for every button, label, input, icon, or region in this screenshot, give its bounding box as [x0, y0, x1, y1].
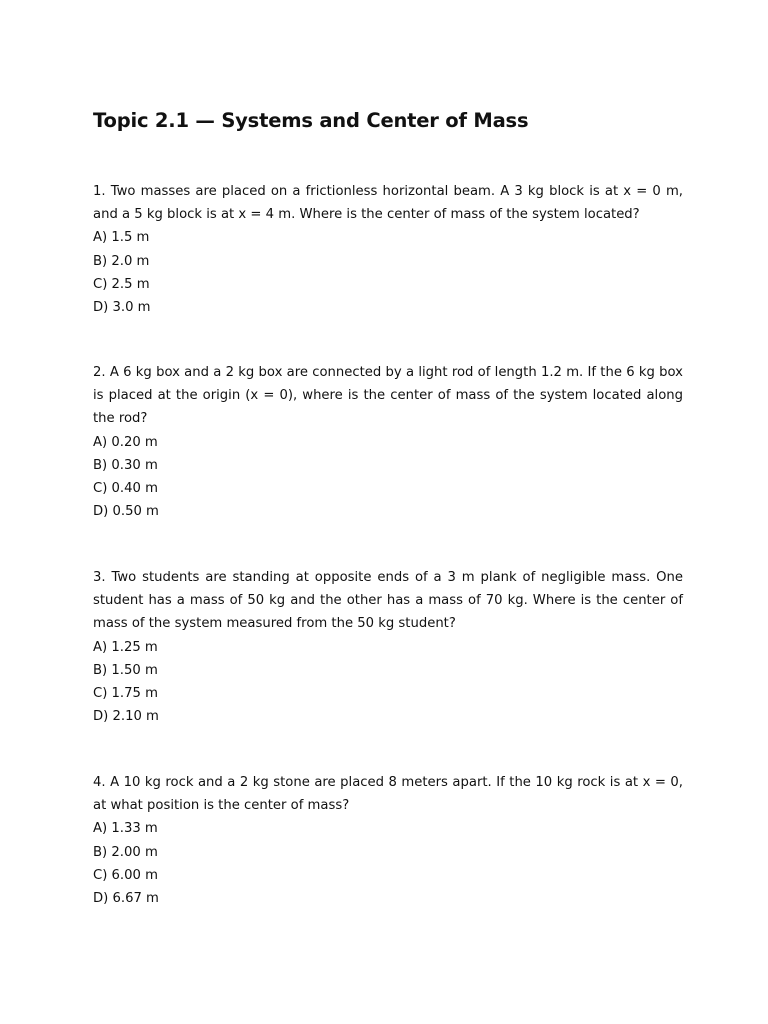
answer-option-c: C) 1.75 m: [93, 686, 158, 702]
page-title: Topic 2.1 — Systems and Center of Mass: [93, 109, 529, 132]
question-1: [93, 180, 683, 319]
answer-option-b: B) 2.00 m: [93, 844, 158, 860]
answer-option-b: B) 1.50 m: [93, 662, 158, 678]
question-text: 4. A 10 kg rock and a 2 kg stone are placed 8 meters apart. If the 10 kg rock is at x = 0, at what position is the center of mass?: [93, 775, 683, 814]
answer-option-a: A) 1.33 m: [93, 821, 158, 837]
answer-option-d: D) 6.67 m: [93, 891, 159, 907]
answer-option-c: C) 6.00 m: [93, 867, 158, 883]
question-3: [93, 566, 683, 728]
answer-option-d: D) 0.50 m: [93, 504, 159, 520]
question-4: [93, 771, 683, 910]
question-text: 3. Two students are standing at opposite ends of a 3 m plank of negligible mass. One student has a mass of 50 kg and the other has a mass of 70 kg. Where is the center of mass of the system measured from the 50 kg student?: [93, 570, 683, 632]
answer-option-a: A) 1.25 m: [93, 639, 158, 655]
answer-option-a: A) 1.5 m: [93, 230, 150, 246]
answer-option-d: D) 2.10 m: [93, 709, 159, 725]
question-text: 1. Two masses are placed on a frictionless horizontal beam. A 3 kg block is at x = 0 m, and a 5 kg block is at x = 4 m. Where is the center of mass of the system located?: [93, 184, 683, 223]
answer-option-b: B) 2.0 m: [93, 253, 150, 269]
question-text: 2. A 6 kg box and a 2 kg box are connected by a light rod of length 1.2 m. If the 6 kg box is placed at the origin (x = 0), where is the center of mass of the system located along the rod?: [93, 365, 683, 427]
answer-option-d: D) 3.0 m: [93, 300, 151, 316]
question-2: [93, 361, 683, 523]
answer-option-b: B) 0.30 m: [93, 457, 158, 473]
answer-option-a: A) 0.20 m: [93, 434, 158, 450]
answer-option-c: C) 0.40 m: [93, 481, 158, 497]
answer-option-c: C) 2.5 m: [93, 276, 150, 292]
